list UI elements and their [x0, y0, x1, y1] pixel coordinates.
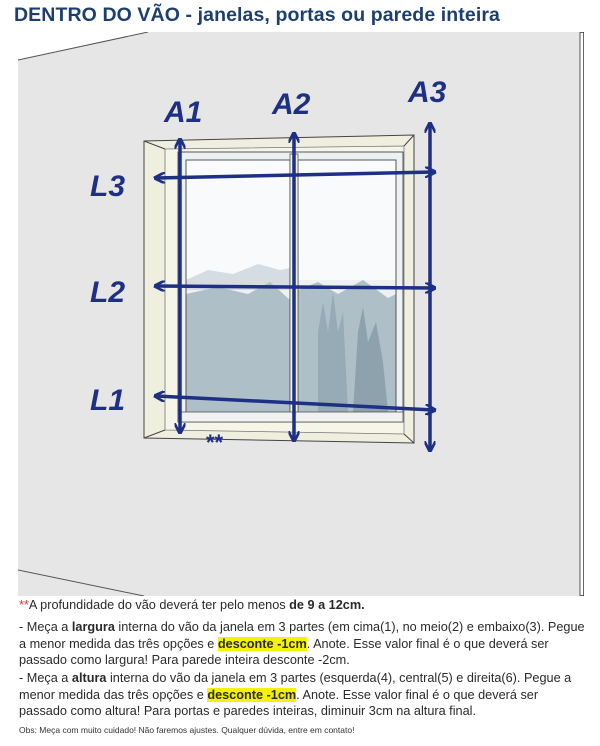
height-instr-part1: - Meça a — [19, 671, 72, 685]
width-instructions — [19, 619, 587, 669]
depth-note-text: A profundidade do vão deverá ter pelo menos — [28, 598, 290, 612]
depth-stars: ** — [206, 430, 224, 455]
height-instructions — [19, 670, 587, 720]
height-instr-part3: . Anote. Esse valor final é o que deverá ser passado como altura! Para portas e paredes inteiras, diminuir 3cm na altura final. — [19, 687, 539, 718]
width-instr-part3: . Anote. Esse valor final é o que deverá ser passado como largura! Para parede inteira desconte -2cm. — [19, 636, 549, 667]
width-instr-part2: interna do vão da janela em 3 partes (em cima(1), no meio(2) e embaixo(3). Pegue a menor medida das três opções e — [19, 620, 585, 651]
label-a1: A1 — [164, 96, 203, 129]
label-a3: A3 — [408, 76, 447, 109]
footer-note: Obs: Meça com muito cuidado! Não faremos ajustes. Qualquer dúvida, entre em contato! — [19, 725, 355, 735]
window-measurement-illustration — [18, 32, 584, 596]
depth-note-value: de 9 a 12cm. — [289, 598, 365, 612]
width-instr-bold: largura — [71, 620, 115, 634]
height-instr-bold: altura — [71, 671, 107, 685]
width-instr-part1: - Meça a — [19, 620, 72, 634]
label-l3: L3 — [90, 170, 126, 203]
height-instr-highlight: desconte -1cm — [207, 687, 297, 702]
height-instr-part2: interna do vão da janela em 3 partes (esquerda(4), central(5) e direita(6). Pegue a menor medida das três opções e — [19, 671, 572, 702]
page-title: DENTRO DO VÃO - janelas, portas ou parede inteira — [14, 4, 501, 26]
depth-note-stars: ** — [19, 598, 29, 612]
label-a2: A2 — [272, 88, 311, 121]
label-l2: L2 — [90, 276, 126, 309]
label-l1: L1 — [90, 384, 126, 417]
width-instr-highlight: desconte -1cm — [217, 636, 307, 651]
depth-note — [19, 597, 587, 614]
